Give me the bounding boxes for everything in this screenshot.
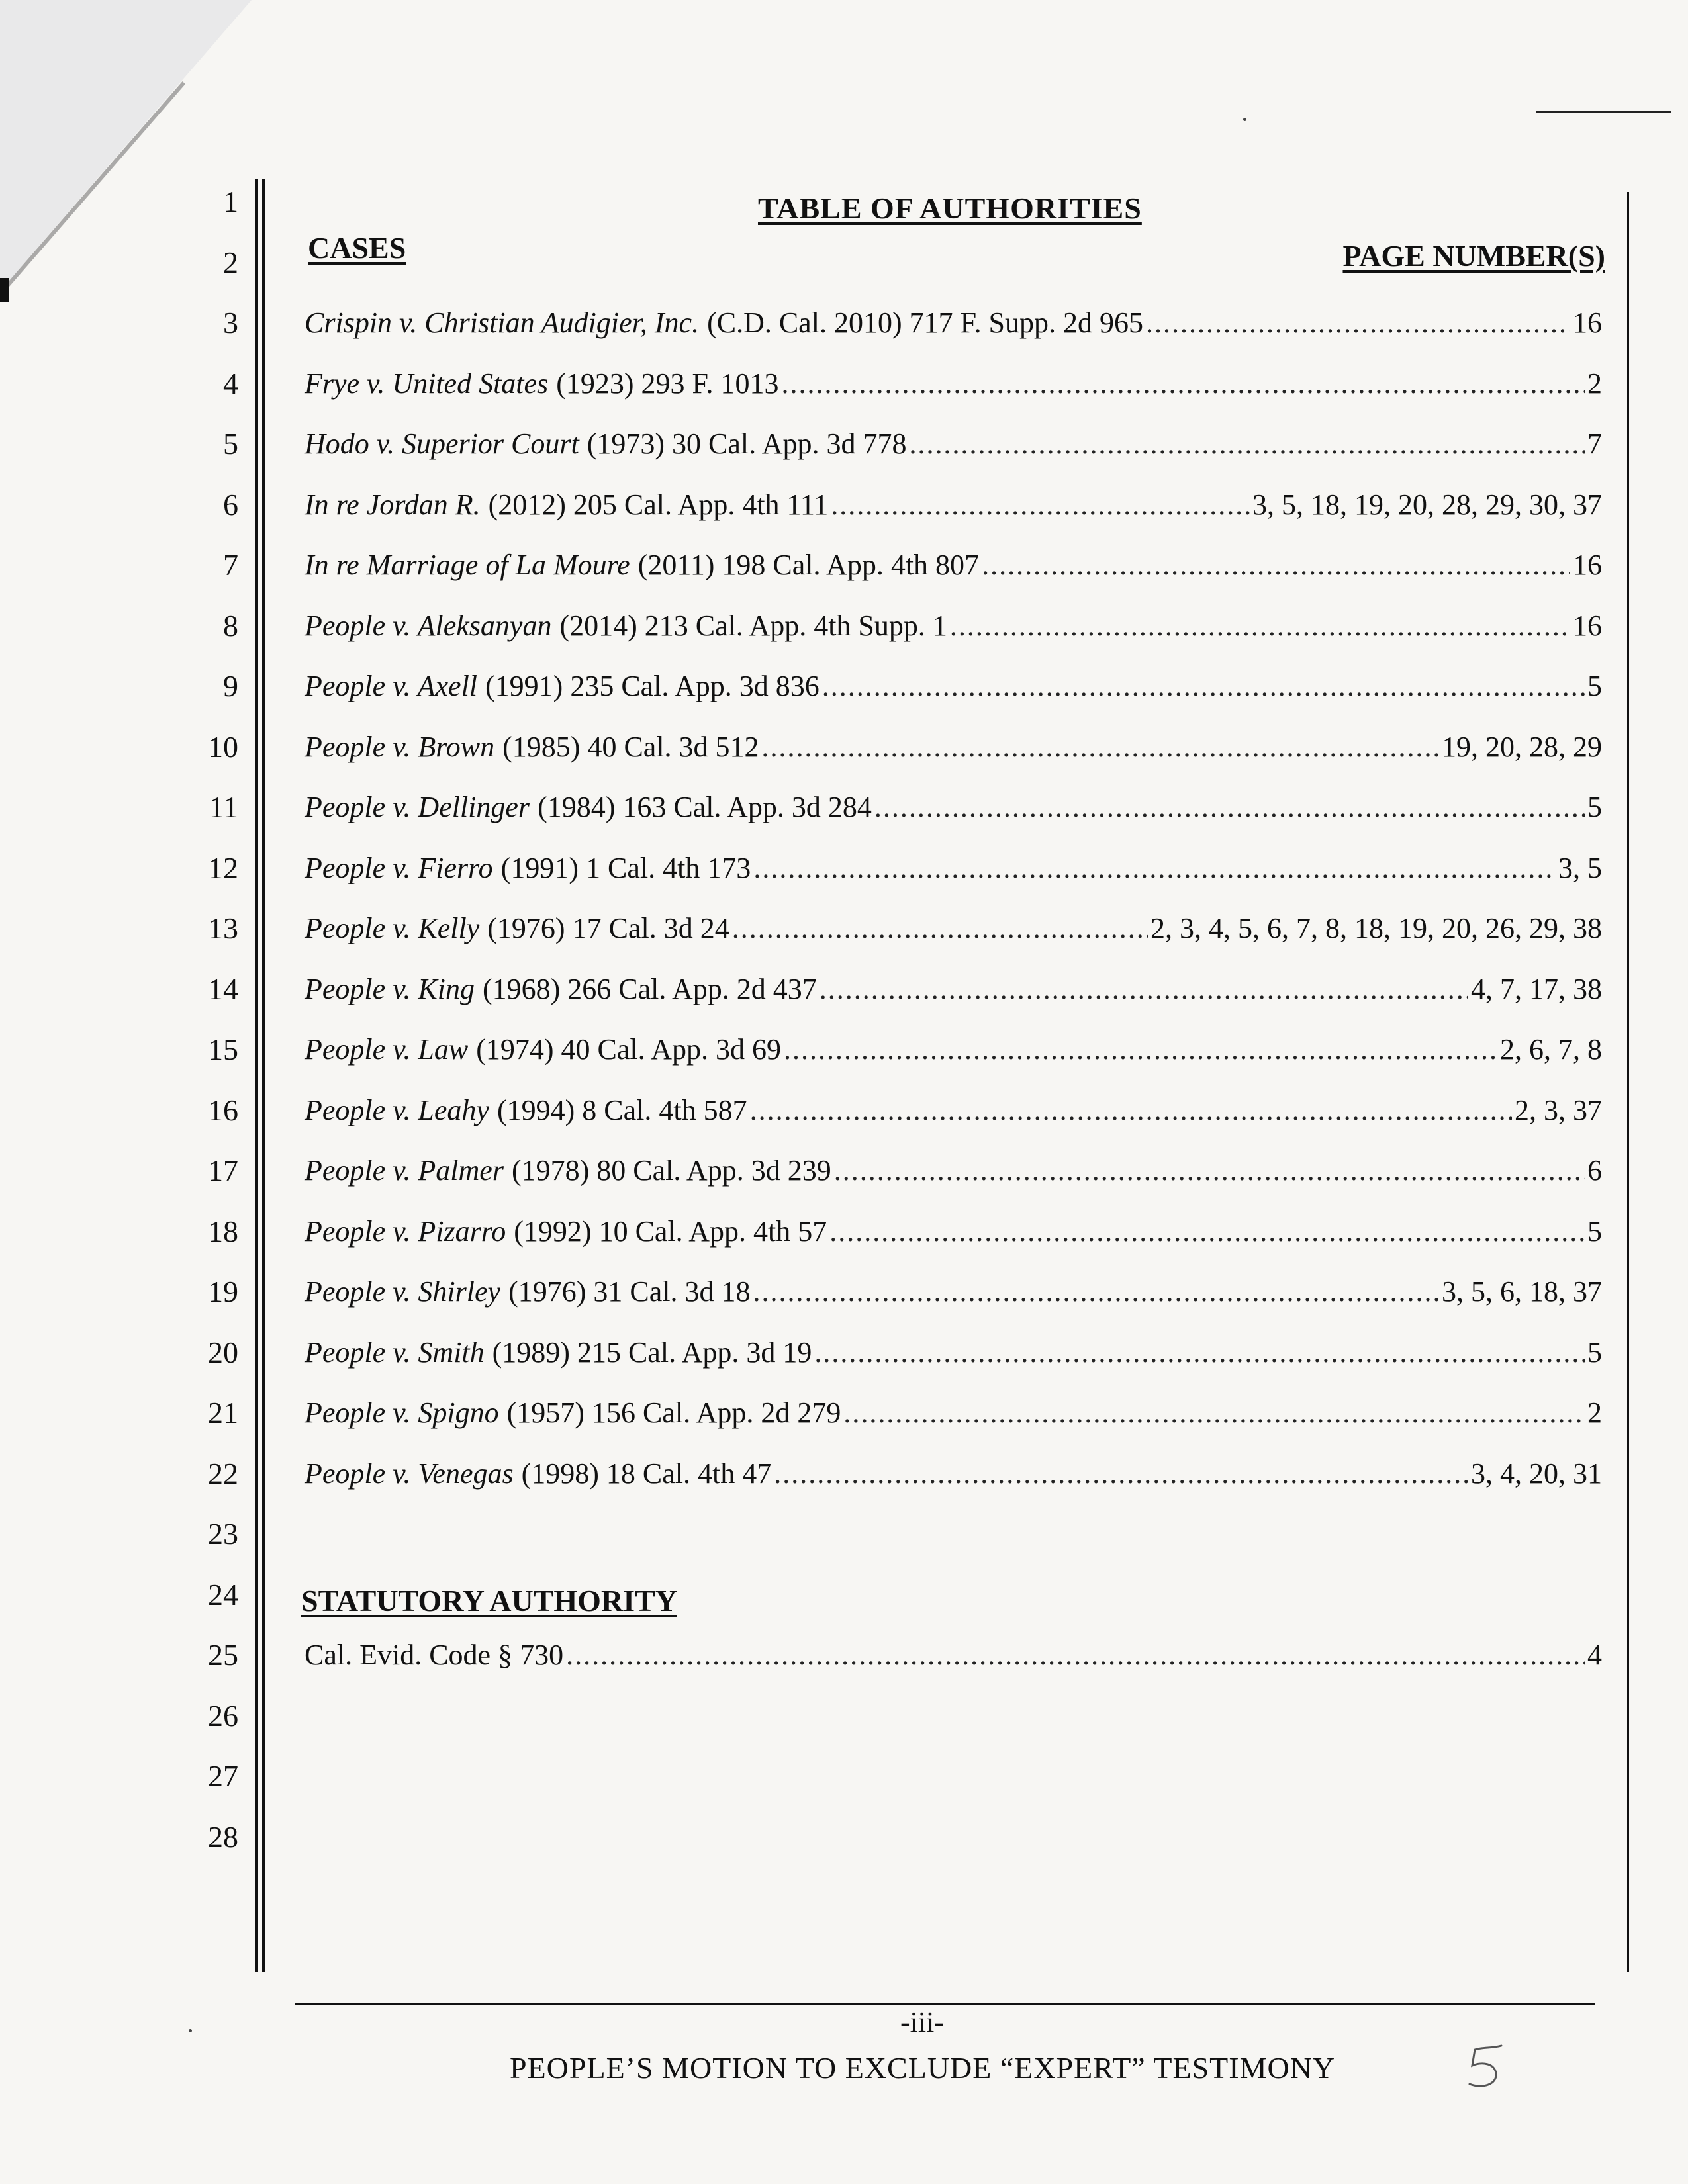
page-references: 2 xyxy=(1587,1396,1602,1429)
line-number: 7 xyxy=(223,548,238,582)
footer-document-title: PEOPLE’S MOTION TO EXCLUDE “EXPERT” TESTIMONY xyxy=(510,2051,1336,2085)
margin-rule-left xyxy=(255,179,258,1972)
case-citation: (1968) 266 Cal. App. 2d 437 xyxy=(483,972,817,1005)
footer-rule xyxy=(295,2003,1595,2005)
dot-leader xyxy=(982,545,1570,585)
margin-rule-left-inner xyxy=(262,179,265,1972)
case-entry xyxy=(305,485,1602,525)
case-citation: (2014) 213 Cal. App. 4th Supp. 1 xyxy=(559,609,947,642)
scan-edge-mark xyxy=(0,278,9,302)
case-entry xyxy=(305,303,1602,343)
case-entry xyxy=(305,606,1602,646)
case-citation: (1985) 40 Cal. 3d 512 xyxy=(502,730,759,763)
dot-leader xyxy=(950,606,1570,646)
case-name: People v. Leahy xyxy=(305,1093,489,1126)
case-name: People v. Dellinger xyxy=(305,791,530,823)
case-entry xyxy=(305,1454,1602,1494)
page-references: 19, 20, 28, 29 xyxy=(1442,730,1602,763)
dot-leader xyxy=(774,1454,1468,1494)
dot-leader xyxy=(829,1212,1585,1251)
page-references: 3, 4, 20, 31 xyxy=(1471,1457,1602,1490)
dot-leader xyxy=(820,970,1468,1009)
case-citation: (1998) 18 Cal. 4th 47 xyxy=(521,1457,772,1490)
line-number: 11 xyxy=(209,790,238,824)
case-entry xyxy=(305,1272,1602,1312)
case-citation: (C.D. Cal. 2010) 717 F. Supp. 2d 965 xyxy=(707,306,1144,339)
page-references: 6 xyxy=(1587,1154,1602,1187)
footer-page-number: -iii- xyxy=(900,2006,944,2038)
line-number: 14 xyxy=(208,972,238,1006)
page-references: 3, 5, 18, 19, 20, 28, 29, 30, 37 xyxy=(1252,488,1602,521)
line-number: 12 xyxy=(208,850,238,885)
case-name: People v. Shirley xyxy=(305,1275,501,1308)
line-number: 18 xyxy=(208,1214,238,1248)
case-name: People v. Brown xyxy=(305,730,495,763)
case-name: People v. Axell xyxy=(305,670,478,702)
case-name: People v. Smith xyxy=(305,1336,485,1369)
line-number: 2 xyxy=(223,245,238,279)
case-citation: (1994) 8 Cal. 4th 587 xyxy=(496,1093,747,1126)
case-name: People v. Pizarro xyxy=(305,1214,506,1248)
case-citation: (1992) 10 Cal. App. 4th 57 xyxy=(514,1214,827,1248)
page-references: 3, 5, 6, 18, 37 xyxy=(1442,1275,1602,1308)
line-number: 28 xyxy=(208,1819,238,1854)
page-references: 5 xyxy=(1587,1336,1602,1369)
dot-leader xyxy=(566,1635,1585,1675)
dot-leader xyxy=(762,727,1439,767)
statutory-authority-heading: STATUTORY AUTHORITY xyxy=(301,1584,677,1617)
case-citation: (1984) 163 Cal. App. 3d 284 xyxy=(538,791,872,823)
case-entry xyxy=(305,1333,1602,1373)
line-number: 22 xyxy=(208,1456,238,1490)
dot-leader xyxy=(822,666,1585,706)
line-number: 1 xyxy=(223,185,238,218)
case-name: People v. Fierro xyxy=(305,851,493,884)
case-citation: (1973) 30 Cal. App. 3d 778 xyxy=(586,428,907,460)
case-entry xyxy=(305,970,1602,1009)
dot-leader xyxy=(874,788,1585,827)
dot-leader xyxy=(834,1151,1585,1191)
case-name: People v. Kelly xyxy=(305,912,480,944)
line-number: 9 xyxy=(223,669,238,703)
case-name: People v. Palmer xyxy=(305,1154,504,1187)
page-references: 16 xyxy=(1573,306,1602,339)
line-number: 8 xyxy=(223,608,238,643)
case-name: People v. King xyxy=(305,972,475,1005)
dot-leader xyxy=(831,485,1250,525)
case-entry xyxy=(305,364,1602,404)
case-entry xyxy=(305,848,1602,888)
scan-speck xyxy=(189,2029,192,2032)
case-name: People v. Venegas xyxy=(305,1457,514,1490)
line-number: 24 xyxy=(208,1577,238,1612)
statute-name: Cal. Evid. Code § 730 xyxy=(305,1639,564,1671)
line-number: 13 xyxy=(208,911,238,945)
case-entry xyxy=(305,424,1602,464)
line-number: 10 xyxy=(208,729,238,764)
page-references: 5 xyxy=(1587,670,1602,702)
page-references: 4, 7, 17, 38 xyxy=(1471,972,1602,1005)
handwritten-page-mark xyxy=(1463,2042,1509,2091)
page-references: 4 xyxy=(1587,1639,1602,1671)
case-citation: (1989) 215 Cal. App. 3d 19 xyxy=(492,1336,812,1369)
dot-leader xyxy=(732,909,1148,948)
case-citation: (2012) 205 Cal. App. 4th 111 xyxy=(488,488,829,521)
case-entry xyxy=(305,788,1602,827)
case-citation: (1991) 1 Cal. 4th 173 xyxy=(500,851,751,884)
dot-leader xyxy=(1146,303,1570,343)
page-numbers-heading: PAGE NUMBER(S) xyxy=(1342,239,1605,273)
page-references: 3, 5 xyxy=(1558,851,1602,884)
page-references: 2, 3, 4, 5, 6, 7, 8, 18, 19, 20, 26, 29, 38 xyxy=(1150,912,1602,944)
dot-leader xyxy=(784,1030,1497,1069)
case-citation: (1923) 293 F. 1013 xyxy=(556,367,779,400)
cases-heading: CASES xyxy=(308,231,406,265)
statute-entry xyxy=(305,1635,1602,1675)
case-citation: (1976) 31 Cal. 3d 18 xyxy=(508,1275,751,1308)
line-number: 6 xyxy=(223,487,238,522)
top-right-rule xyxy=(1536,111,1671,113)
document-title: TABLE OF AUTHORITIES xyxy=(758,191,1142,225)
line-number: 20 xyxy=(208,1335,238,1369)
dot-leader xyxy=(753,1272,1439,1312)
case-citation: (1976) 17 Cal. 3d 24 xyxy=(487,912,729,944)
case-name: In re Jordan R. xyxy=(305,488,481,521)
dot-leader xyxy=(843,1393,1585,1433)
dot-leader xyxy=(753,848,1556,888)
dot-leader xyxy=(910,424,1585,464)
case-entry xyxy=(305,1393,1602,1433)
case-citation: (2011) 198 Cal. App. 4th 807 xyxy=(637,549,980,581)
page-references: 2, 3, 37 xyxy=(1515,1093,1602,1126)
case-entry xyxy=(305,666,1602,706)
case-citation: (1974) 40 Cal. App. 3d 69 xyxy=(476,1033,782,1066)
page-references: 16 xyxy=(1573,549,1602,581)
line-number: 17 xyxy=(208,1154,238,1187)
case-name: People v. Spigno xyxy=(305,1396,499,1429)
line-number: 3 xyxy=(223,306,238,340)
case-name: People v. Aleksanyan xyxy=(305,609,552,642)
line-number: 21 xyxy=(208,1396,238,1430)
case-entry xyxy=(305,1030,1602,1069)
line-number: 26 xyxy=(208,1698,238,1733)
line-number: 4 xyxy=(223,366,238,400)
dot-leader xyxy=(814,1333,1585,1373)
case-name: People v. Law xyxy=(305,1033,469,1066)
line-number: 16 xyxy=(208,1093,238,1127)
page-references: 5 xyxy=(1587,1214,1602,1248)
dot-leader xyxy=(750,1091,1512,1130)
page-references: 5 xyxy=(1587,791,1602,823)
case-entry xyxy=(305,909,1602,948)
page-references: 7 xyxy=(1587,428,1602,460)
dot-leader xyxy=(781,364,1585,404)
case-name: Hodo v. Superior Court xyxy=(305,428,579,460)
case-entry xyxy=(305,727,1602,767)
case-name: Frye v. United States xyxy=(305,367,549,400)
case-entry xyxy=(305,1212,1602,1251)
scan-speck xyxy=(1243,118,1246,121)
line-number: 15 xyxy=(208,1032,238,1066)
margin-rule-right xyxy=(1627,192,1629,1972)
line-number: 19 xyxy=(208,1275,238,1308)
case-name: In re Marriage of La Moure xyxy=(305,549,630,581)
page-references: 16 xyxy=(1573,609,1602,642)
case-name: Crispin v. Christian Audigier, Inc. xyxy=(305,306,700,339)
line-number: 27 xyxy=(208,1759,238,1793)
page-references: 2, 6, 7, 8 xyxy=(1500,1033,1602,1066)
line-number: 23 xyxy=(208,1517,238,1551)
page-references: 2 xyxy=(1587,367,1602,400)
case-citation: (1978) 80 Cal. App. 3d 239 xyxy=(511,1154,831,1187)
case-entry xyxy=(305,1091,1602,1130)
case-citation: (1991) 235 Cal. App. 3d 836 xyxy=(485,670,820,702)
case-entry xyxy=(305,545,1602,585)
case-citation: (1957) 156 Cal. App. 2d 279 xyxy=(506,1396,841,1429)
case-entry xyxy=(305,1151,1602,1191)
line-number: 25 xyxy=(208,1638,238,1672)
line-number: 5 xyxy=(223,427,238,461)
